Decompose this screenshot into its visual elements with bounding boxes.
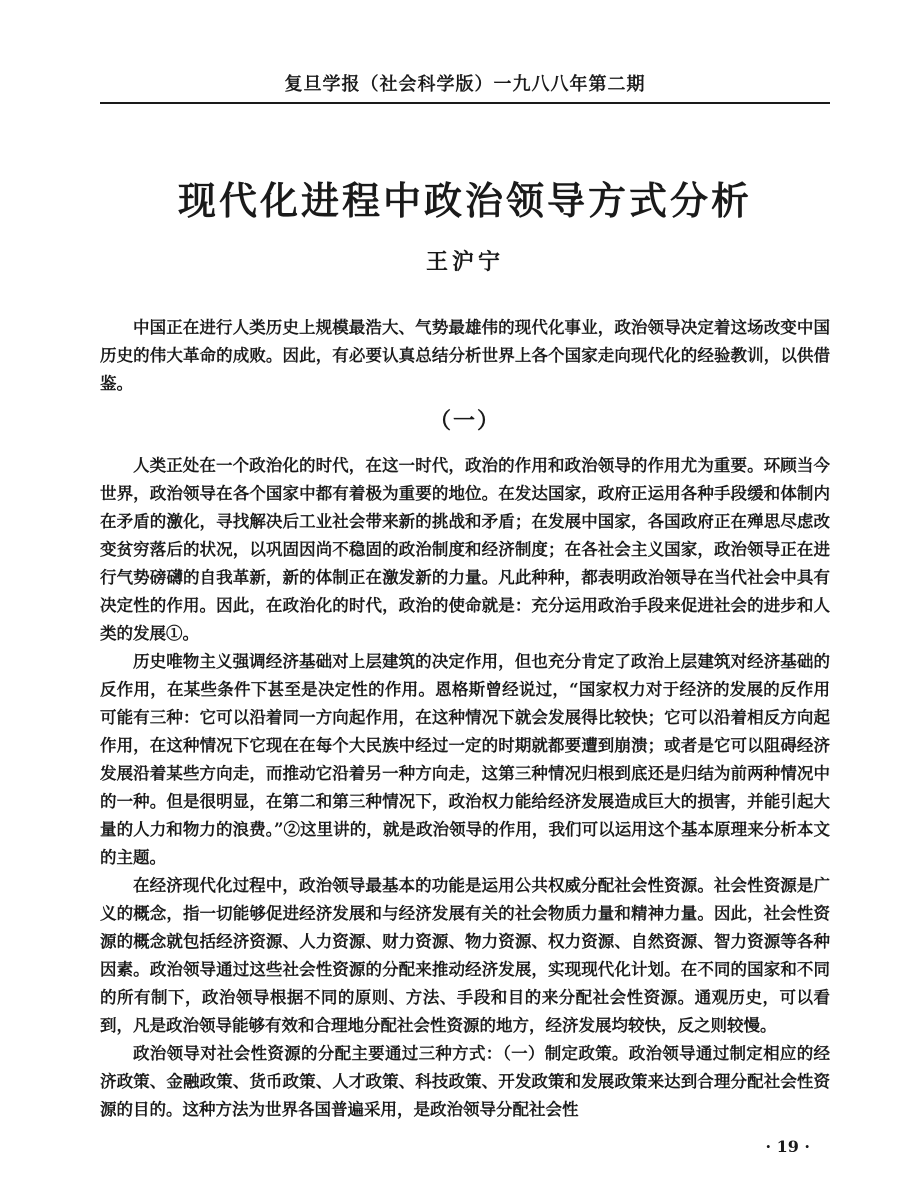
article-title: 现代化进程中政治领导方式分析 bbox=[177, 178, 752, 223]
article-body bbox=[100, 452, 830, 1124]
article-author: 王沪宁 bbox=[425, 249, 504, 275]
body-paragraph-3: 在经济现代化过程中，政治领导最基本的功能是运用公共权威分配社会性资源。社会性资源是广义的概念，指一切能够促进经济发展和与经济发展有关的社会物质力量和精神力量。因此，社会性资源的概念就包括经济资源、人力资源、财力资源、物力资源、权力资源、自然资源、智力资源等各种因素。政治领导通过这些社会性资源的分配来推动经济发展，实现现代化计划。在不同的国家和不同的所有制下，政治领导根据不同的原则、方法、手段和目的来分配社会性资源。通观历史，可以看到，凡是政治领导能够有效和合理地分配社会性资源的地方，经济发展均较快，反之则较慢。 bbox=[100, 876, 830, 1035]
running-header: 复旦学报（社会科学版）一九八八年第二期 bbox=[284, 74, 646, 95]
abstract-paragraph: 中国正在进行人类历史上规模最浩大、气势最雄伟的现代化事业，政治领导决定着这场改变中国历史的伟大革命的成败。因此，有必要认真总结分析世界上各个国家走向现代化的经验教训，以供借鉴。 bbox=[100, 318, 830, 393]
header-divider bbox=[100, 102, 830, 104]
page-number: · 19 · bbox=[765, 1137, 810, 1156]
section-heading: （一） bbox=[428, 408, 501, 434]
body-paragraph-1: 人类正处在一个政治化的时代，在这一时代，政治的作用和政治领导的作用尤为重要。环顾当今世界，政治领导在各个国家中都有着极为重要的地位。在发达国家，政府正运用各种手段缓和体制内在矛盾的激化，寻找解决后工业社会带来新的挑战和矛盾；在发展中国家，各国政府正在殚思尽虑改变贫穷落后的状况，以巩固因尚不稳固的政治制度和经济制度；在各社会主义国家，政治领导正在进行气势磅礴的自我革新，新的体制正在激发新的力量。凡此种种，都表明政治领导在当代社会中具有决定性的作用。因此，在政治化的时代，政治的使命就是：充分运用政治手段来促进社会的进步和人类的发展①。 bbox=[100, 456, 830, 643]
body-paragraph-4: 政治领导对社会性资源的分配主要通过三种方式：（一）制定政策。政治领导通过制定相应的经济政策、金融政策、货币政策、人才政策、科技政策、开发政策和发展政策来达到合理分配社会性资源的目的。这种方法为世界各国普遍采用，是政治领导分配社会性 bbox=[100, 1044, 830, 1119]
body-paragraph-2: 历史唯物主义强调经济基础对上层建筑的决定作用，但也充分肯定了政治上层建筑对经济基础的反作用，在某些条件下甚至是决定性的作用。恩格斯曾经说过，“国家权力对于经济的发展的反作用可能有三种：它可以沿着同一方向起作用，在这种情况下就会发展得比较快；它可以沿着相反方向起作用，在这种情况下它现在在每个大民族中经过一定的时期就都要遭到崩溃；或者是它可以阻碍经济发展沿着某些方向走，而推动它沿着另一种方向走，这第三种情况归根到底还是归结为前两种情况中的一种。但是很明显，在第二和第三种情况下，政治权力能给经济发展造成巨大的损害，并能引起大量的人力和物力的浪费。”②这里讲的，就是政治领导的作用，我们可以运用这个基本原理来分析本文的主题。 bbox=[100, 652, 830, 867]
abstract bbox=[100, 314, 830, 398]
